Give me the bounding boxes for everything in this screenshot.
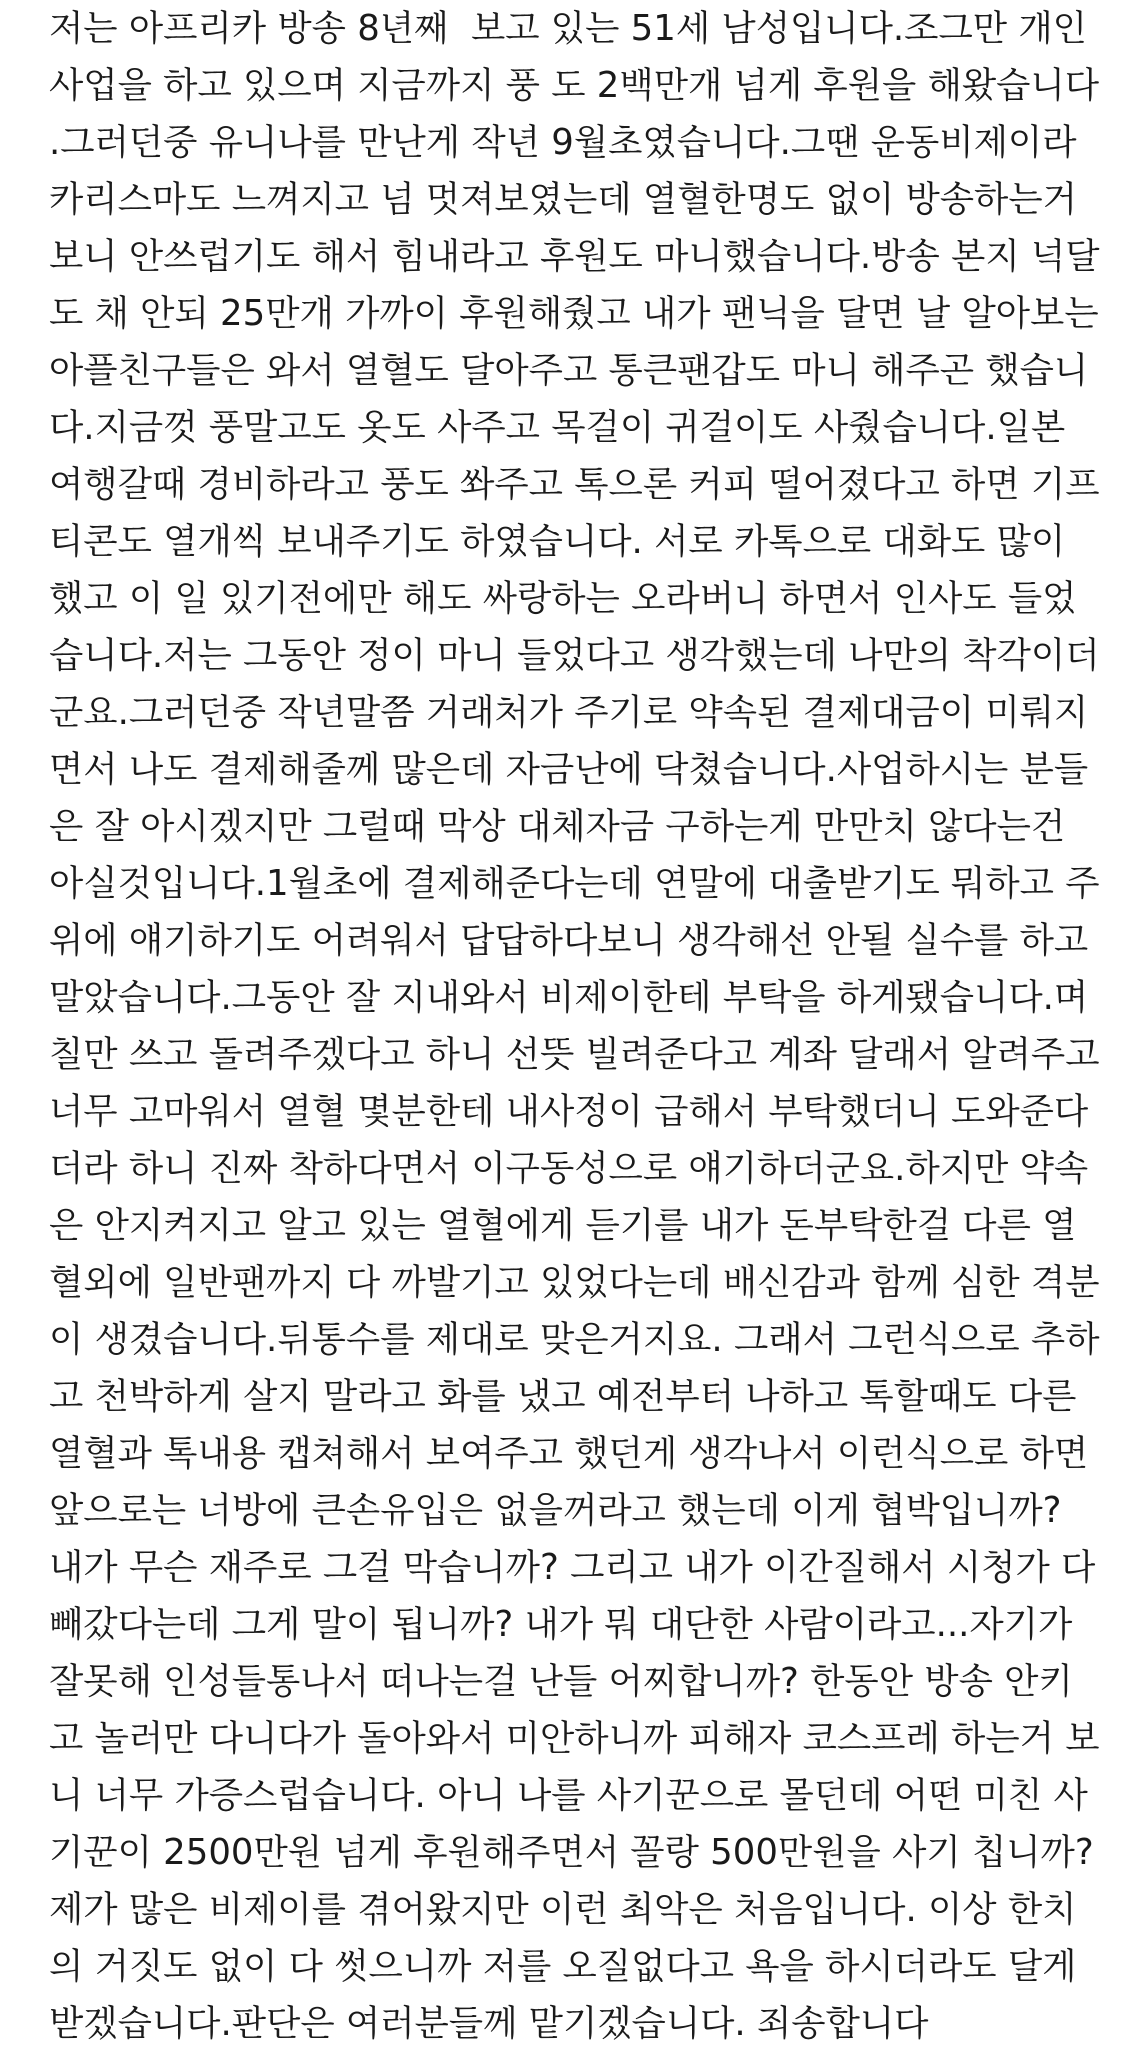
post-text-line: 은 잘 아시겠지만 그럴때 막상 대체자금 구하는게 만만치 않다는건 <box>49 806 1066 847</box>
post-text-line: 고 놀러만 다니다가 돌아와서 미안하니까 피해자 코스프레 하는거 보 <box>49 1718 1100 1759</box>
post-text-line: 저는 아프리카 방송 8년째 보고 있는 51세 남성입니다.조그만 개인 <box>49 8 1087 49</box>
post-text-line: 보니 안쓰럽기도 해서 힘내라고 후원도 마니했습니다.방송 본지 넉달 <box>49 236 1100 277</box>
post-text-line: 카리스마도 느껴지고 넘 멋져보였는데 열혈한명도 없이 방송하는거 <box>49 179 1077 220</box>
post-text-line: 했고 이 일 있기전에만 해도 싸랑하는 오라버니 하면서 인사도 들었 <box>49 578 1077 619</box>
post-text-line: 위에 얘기하기도 어려워서 답답하다보니 생각해선 안될 실수를 하고 <box>49 920 1089 961</box>
post-text-line: 사업을 하고 있으며 지금까지 풍 도 2백만개 넘게 후원을 해왔습니다 <box>49 65 1100 106</box>
post-text-line: 너무 고마워서 열혈 몇분한테 내사정이 급해서 부탁했더니 도와준다 <box>49 1091 1089 1132</box>
post-text-line: 앞으로는 너방에 큰손유입은 없을꺼라고 했는데 이게 협박입니까? <box>49 1490 1062 1531</box>
post-text-line: 면서 나도 결제해줄께 많은데 자금난에 닥쳤습니다.사업하시는 분들 <box>49 749 1089 790</box>
post-text-line: 습니다.저는 그동안 정이 마니 들었다고 생각했는데 나만의 착각이더 <box>49 635 1100 676</box>
post-text-line: 은 안지켜지고 알고 있는 열혈에게 듣기를 내가 돈부탁한걸 다른 열 <box>49 1205 1077 1246</box>
post-body-text <box>49 0 1109 2052</box>
post-text-line: 이 생겼습니다.뒤통수를 제대로 맞은거지요. 그래서 그런식으로 추하 <box>49 1319 1100 1360</box>
post-text-line: 의 거짓도 없이 다 썻으니까 저를 오질없다고 욕을 하시더라도 달게 <box>49 1946 1077 1987</box>
post-text-line: 군요.그러던중 작년말쯤 거래처가 주기로 약속된 결제대금이 미뤄지 <box>49 692 1089 733</box>
post-text-line: 아실것입니다.1월초에 결제해준다는데 연말에 대출받기도 뭐하고 주 <box>49 863 1100 904</box>
post-text-line: 받겠습니다.판단은 여러분들께 맡기겠습니다. 죄송합니다 <box>49 2003 929 2044</box>
post-text-line: 니 너무 가증스럽습니다. 아니 나를 사기꾼으로 몰던데 어떤 미친 사 <box>49 1775 1088 1816</box>
post-text-line: 여행갈때 경비하라고 풍도 쏴주고 톡으론 커피 떨어졌다고 하면 기프 <box>49 464 1100 505</box>
post-text-line: .그러던중 유니나를 만난게 작년 9월초였습니다.그땐 운동비제이라 <box>49 122 1077 163</box>
post-text-line: 칠만 쓰고 돌려주겠다고 하니 선뜻 빌려준다고 계좌 달래서 알려주고 <box>49 1034 1100 1075</box>
post-text-line: 더라 하니 진짜 착하다면서 이구동성으로 얘기하더군요.하지만 약속 <box>49 1148 1089 1189</box>
post-text-line: 티콘도 열개씩 보내주기도 하였습니다. 서로 카톡으로 대화도 많이 <box>49 521 1066 562</box>
post-text-line: 고 천박하게 살지 말라고 화를 냈고 예전부터 나하고 톡할때도 다른 <box>49 1376 1077 1417</box>
post-text-line: 다.지금껏 풍말고도 옷도 사주고 목걸이 귀걸이도 사줬습니다.일본 <box>49 407 1066 448</box>
post-text-line: 기꾼이 2500만원 넘게 후원해주면서 꼴랑 500만원을 사기 칩니까? <box>49 1832 1094 1873</box>
post-text-line: 혈외에 일반팬까지 다 까발기고 있었다는데 배신감과 함께 심한 격분 <box>49 1262 1100 1303</box>
post-text-line: 빼갔다는데 그게 말이 됩니까? 내가 뭐 대단한 사람이라고...자기가 <box>49 1604 1073 1645</box>
post-text-line: 제가 많은 비제이를 겪어왔지만 이런 최악은 처음입니다. 이상 한치 <box>49 1889 1077 1930</box>
post-text-line: 말았습니다.그동안 잘 지내와서 비제이한테 부탁을 하게됐습니다.며 <box>49 977 1089 1018</box>
post-text-line: 도 채 안되 25만개 가까이 후원해줬고 내가 팬닉을 달면 날 알아보는 <box>49 293 1099 334</box>
post-text-line: 내가 무슨 재주로 그걸 막습니까? 그리고 내가 이간질해서 시청가 다 <box>49 1547 1096 1588</box>
post-text-line: 아플친구들은 와서 열혈도 달아주고 통큰팬갑도 마니 해주곤 했습니 <box>49 350 1089 391</box>
post-text-line: 잘못해 인성들통나서 떠나는걸 난들 어찌합니까? 한동안 방송 안키 <box>49 1661 1073 1702</box>
post-text-line: 열혈과 톡내용 캡쳐해서 보여주고 했던게 생각나서 이런식으로 하면 <box>49 1433 1089 1474</box>
